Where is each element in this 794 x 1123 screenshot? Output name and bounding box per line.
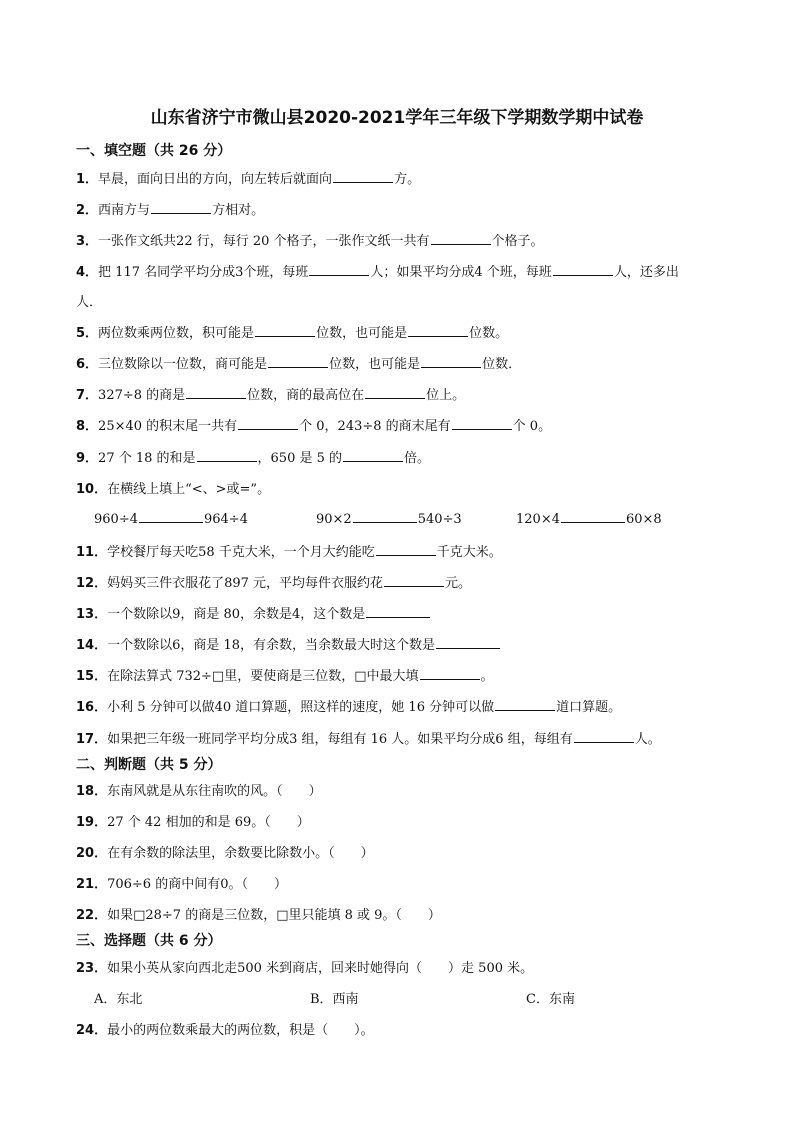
question-19: 19．27 个 42 相加的和是 69。（ ） [76, 815, 310, 830]
answer-blank[interactable] [197, 449, 257, 462]
answer-blank[interactable] [408, 324, 468, 337]
answer-blank[interactable] [343, 449, 403, 462]
answer-blank[interactable] [309, 263, 369, 276]
question-14: 14．一个数除以6，商是 18，有余数，当余数最大时这个数是 [76, 634, 501, 653]
answer-blank[interactable] [384, 574, 444, 587]
question-21: 21．706÷6 的商中间有0。（ ） [76, 877, 287, 892]
question-12: 12．妈妈买三件衣服花了897 元，平均每件衣服约花 元。 [76, 576, 472, 591]
question-3: 3．一张作文纸共22 行，每行 20 个格子，一张作文纸一共有 个格子。 [76, 234, 544, 249]
answer-blank[interactable] [238, 417, 298, 430]
question-9: 9．27 个 18 的和是 ，650 是 5 的 倍。 [76, 451, 431, 466]
answer-blank[interactable] [151, 201, 211, 214]
answer-blank[interactable] [561, 510, 625, 523]
answer-blank[interactable] [268, 355, 328, 368]
answer-blank[interactable] [553, 263, 613, 276]
answer-blank[interactable] [436, 636, 500, 649]
question-10: 10．在横线上填上“<、>或=”。 [76, 482, 271, 497]
answer-blank[interactable] [421, 355, 481, 368]
answer-blank[interactable] [574, 730, 634, 743]
question-24: 24．最小的两位数乘最大的两位数，积是（ ）。 [76, 1023, 374, 1038]
question-1: 1．早晨，面向日出的方向，向左转后就面向 方。 [76, 172, 421, 187]
question-20: 20．在有余数的除法里，余数要比除数小。（ ） [76, 846, 374, 861]
question-11: 11．学校餐厅每天吃58 千克大米，一个月大约能吃 千克大米。 [76, 545, 502, 560]
answer-blank[interactable] [365, 386, 425, 399]
option-c[interactable]: C．东南 [526, 992, 575, 1007]
section-true-false: 二、判断题（共 5 分） [76, 757, 222, 773]
section-multiple-choice: 三、选择题（共 6 分） [76, 933, 222, 949]
answer-blank[interactable] [495, 698, 555, 711]
answer-blank[interactable] [376, 543, 436, 556]
question-7: 7．327÷8 的商是 位数，商的最高位在 位上。 [76, 388, 466, 403]
question-4: 4．把 117 名同学平均分成3个班，每班 人；如果平均分成4 个班，每班 人，还多出 [76, 265, 679, 280]
question-2: 2．西南方与 方相对。 [76, 203, 265, 218]
compare-expression-1: 960÷4 964÷4 [94, 512, 248, 527]
answer-blank[interactable] [186, 386, 246, 399]
answer-blank[interactable] [333, 170, 393, 183]
question-17: 17．如果把三年级一班同学平均分成3 组，每组有 16 人。如果平均分成6 组，每组有 人。 [76, 732, 661, 747]
answer-blank[interactable] [420, 667, 480, 680]
option-a[interactable]: A．东北 [94, 992, 143, 1007]
answer-blank[interactable] [139, 510, 203, 523]
question-15: 15．在除法算式 732÷□里，要使商是三位数，□中最大填 。 [76, 669, 494, 684]
question-18: 18．东南风就是从东往南吹的风。（ ） [76, 784, 322, 799]
answer-blank[interactable] [452, 417, 512, 430]
section-fill-blank: 一、填空题（共 26 分） [76, 143, 232, 159]
question-5: 5．两位数乘两位数，积可能是 位数，也可能是 位数。 [76, 326, 509, 341]
compare-expression-3: 120×4 60×8 [516, 512, 662, 527]
question-23: 23．如果小英从家向西北走500 米到商店，回来时她得向（ ）走 500 米。 [76, 961, 534, 976]
question-4-cont: 人． [76, 295, 103, 310]
compare-expression-2: 90×2 540÷3 [316, 512, 462, 527]
question-13: 13．一个数除以9，商是 80，余数是4，这个数是 [76, 603, 431, 622]
answer-blank[interactable] [366, 605, 430, 618]
answer-blank[interactable] [353, 510, 417, 523]
option-b[interactable]: B．西南 [310, 992, 359, 1007]
question-6: 6．三位数除以一位数，商可能是 位数，也可能是 位数． [76, 357, 522, 372]
question-22: 22．如果□28÷7 的商是三位数，□里只能填 8 或 9。（ ） [76, 908, 441, 923]
page-title: 山东省济宁市微山县2020-2021学年三年级下学期数学期中试卷 [150, 108, 644, 128]
answer-blank[interactable] [431, 232, 491, 245]
answer-blank[interactable] [255, 324, 315, 337]
question-8: 8．25×40 的积末尾一共有 个 0，243÷8 的商末尾有 个 0。 [76, 419, 552, 434]
question-16: 16．小利 5 分钟可以做40 道口算题，照这样的速度，她 16 分钟可以做 道口算题。 [76, 700, 622, 715]
